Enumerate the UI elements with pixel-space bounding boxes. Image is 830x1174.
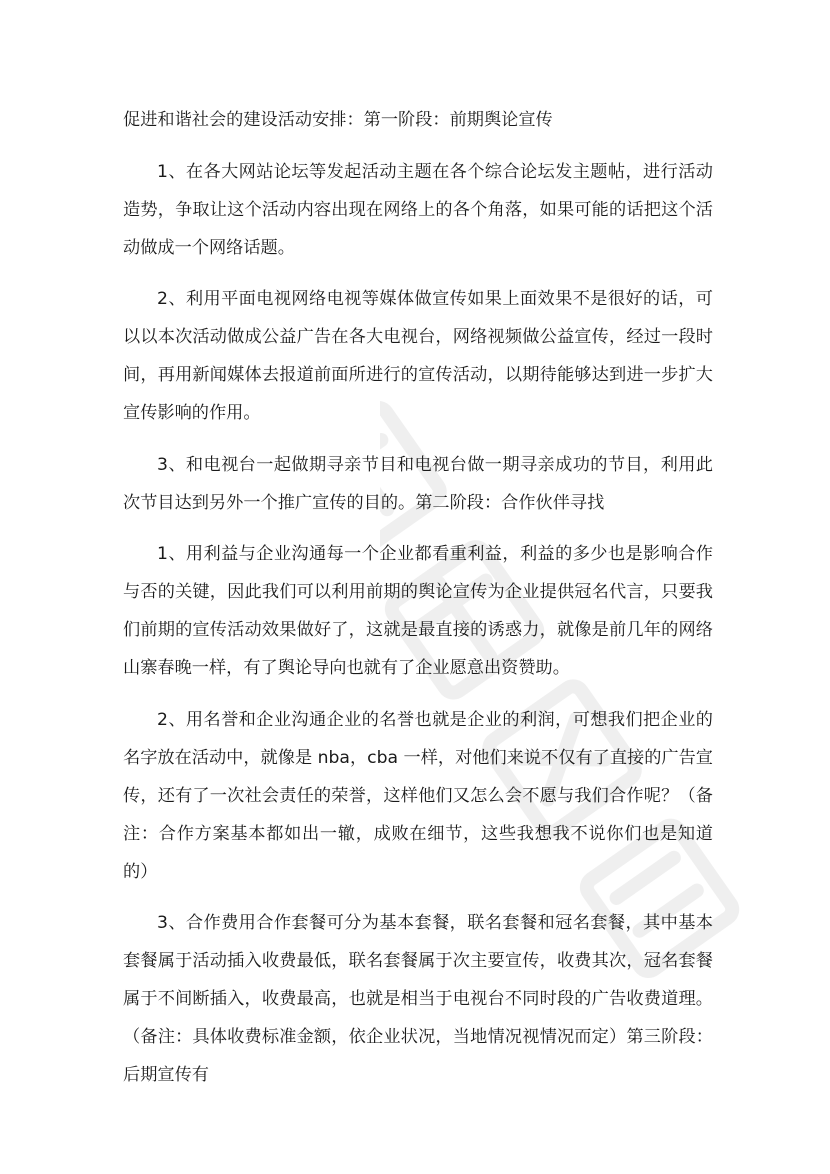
body-paragraph: 3、和电视台一起做期寻亲节目和电视台做一期寻亲成功的节目，利用此次节目达到另外一个推广宣传的目的。第二阶段：合作伙伴寻找 [123, 454, 713, 513]
body-paragraph: 2、利用平面电视网络电视等媒体做宣传如果上面效果不是很好的话，可以以本次活动做成公益广告在各大电视台，网络视频做公益宣传，经过一段时间，再用新闻媒体去报道前面所进行的宣传活动，以期待能够达到进一步扩大宣传影响的作用。 [123, 289, 713, 423]
body-paragraph: 1、在各大网站论坛等发起活动主题在各个综合论坛发主题帖，进行活动造势，争取让这个活动内容出现在网络上的各个角落，如果可能的话把这个活动做成一个网络话题。 [123, 161, 713, 258]
body-paragraph: 2、用名誉和企业沟通企业的名誉也就是企业的利润，可想我们把企业的名字放在活动中，就像是 nba，cba 一样，对他们来说不仅有了直接的广告宣传，还有了一次社会责任的荣誉，这样他们又怎么会不愿与我们合作呢？（备注：合作方案基本都如出一辙，成败在细节，这些我想我不说你们也是知道的） [123, 709, 713, 882]
body-paragraph: 1、用利益与企业沟通每一个企业都看重利益，利益的多少也是影响合作与否的关键，因此我们可以利用前期的舆论宣传为企业提供冠名代言，只要我们前期的宣传活动效果做好了，这就是最直接的诱惑力，就像是前几年的网络山寨春晚一样，有了舆论导向也就有了企业愿意出资赞助。 [123, 544, 713, 678]
document-body [123, 101, 713, 1108]
body-paragraph: 3、合作费用合作套餐可分为基本套餐，联名套餐和冠名套餐，其中基本套餐属于活动插入收费最低，联名套餐属于次主要宣传，收费其次，冠名套餐属于不间断插入，收费最高，也就是相当于电视台不同时段的广告收费道理。（备注：具体收费标准金额，依企业状况，当地情况视情况而定）第三阶段：后期宣传有 [123, 913, 713, 1085]
heading-paragraph: 促进和谐社会的建设活动安排：第一阶段：前期舆论宣传 [123, 110, 553, 130]
